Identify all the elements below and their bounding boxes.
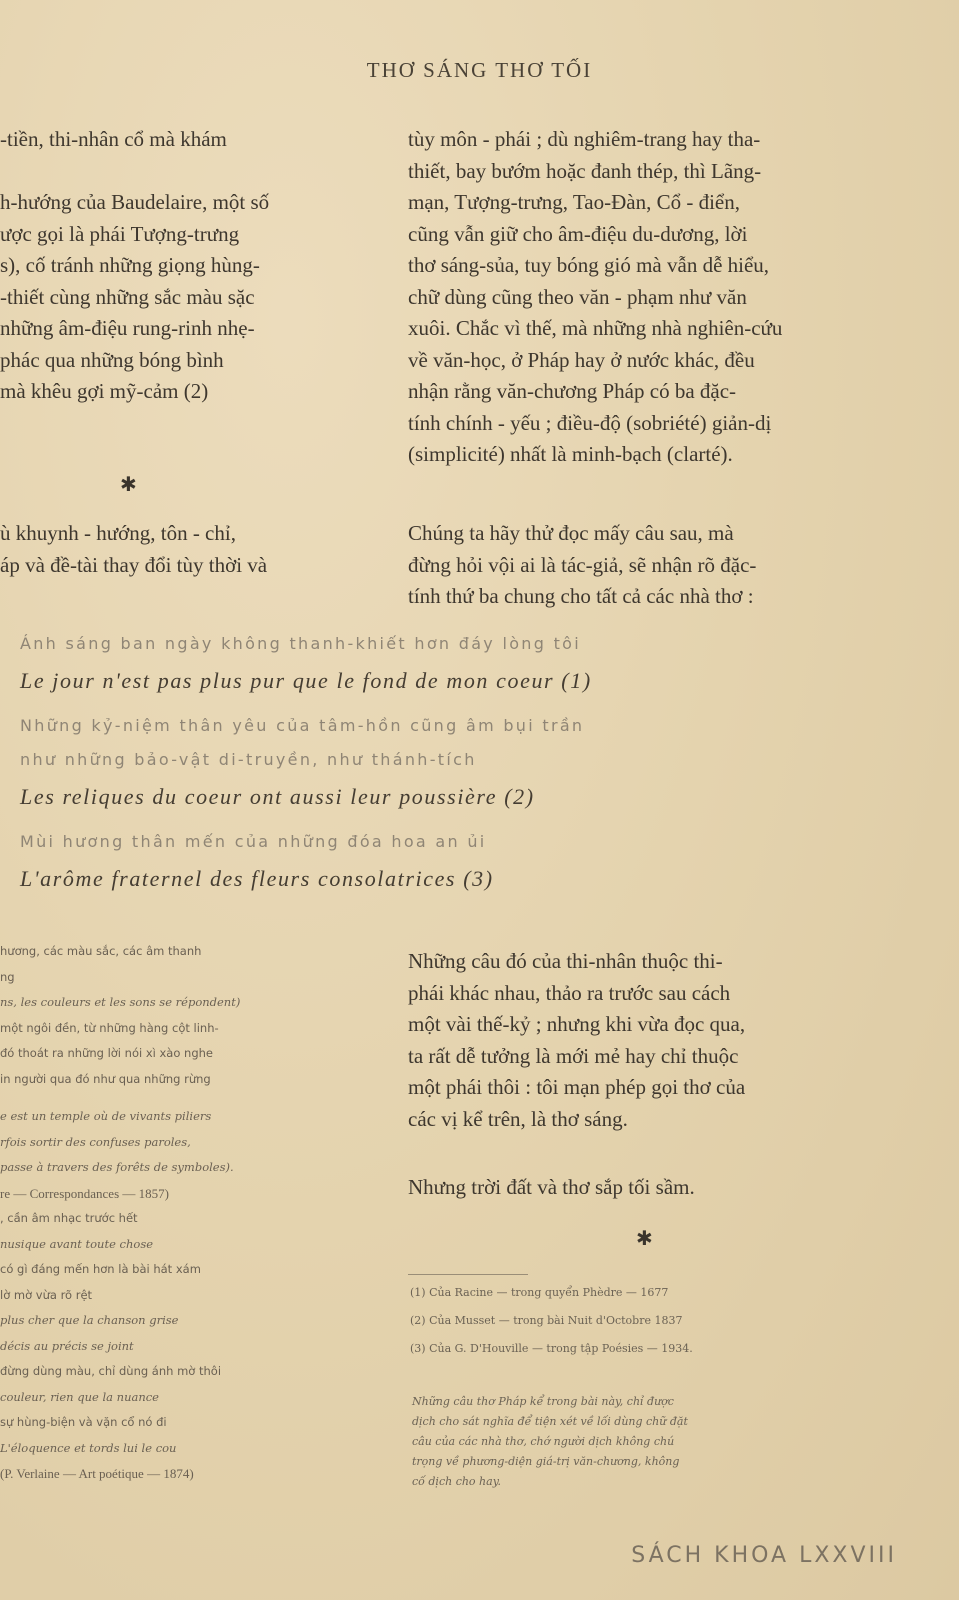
translation-note (412, 1392, 912, 1492)
footnote-line: ns, les couleurs et les sons se répondent) (0, 995, 241, 1009)
text-line: s), cố tránh những giọng hùng- (0, 253, 260, 277)
quote-vietnamese: Ánh sáng ban ngày không thanh-khiết hơn đáy lòng tôi (20, 634, 581, 653)
footnote-line: rfois sortir des confuses paroles, (0, 1134, 191, 1149)
footnote-line: in người qua đó như qua những rừng (0, 1071, 211, 1086)
text-line: Chúng ta hãy thử đọc mấy câu sau, mà (408, 521, 734, 545)
note-line: cố dịch cho hay. (412, 1475, 501, 1488)
left-column-mid (0, 518, 388, 581)
text-line: thơ sáng-sủa, tuy bóng gió mà vẫn dễ hiểu, (408, 253, 770, 277)
footnote-line: có gì đáng mến hơn là bài hát xám (0, 1262, 201, 1276)
note-line: câu của các nhà thơ, chớ người dịch không chú (412, 1435, 675, 1448)
footnote-line: hương, các màu sắc, các âm thanh (0, 944, 202, 958)
footnote-line: (2) Của Musset — trong bài Nuit d'Octobre 1837 (410, 1314, 683, 1327)
text-line: mạn, Tượng-trưng, Tao-Đàn, Cổ - điển, (408, 190, 740, 214)
footnote-line: e est un temple où de vivants piliers (0, 1109, 212, 1123)
footnote-line: đừng dùng màu, chỉ dùng ánh mờ thôi (0, 1364, 222, 1378)
text-line (0, 156, 388, 188)
spacer (0, 1097, 380, 1109)
text-line: tính thứ ba chung cho tất cả các nhà thơ : (408, 584, 754, 608)
note-line: dịch cho sát nghĩa để tiện xét về lối dùng chữ đặt (412, 1415, 688, 1428)
footnote-line: , cần âm nhạc trước hết (0, 1211, 138, 1225)
quote-vietnamese: Những kỷ-niệm thân yêu của tâm-hồn cũng âm bụi trần (20, 716, 585, 735)
quote-vietnamese: như những bảo-vật di-truyền, như thánh-tích (20, 750, 477, 769)
left-footnotes (0, 944, 380, 1492)
note-line: trọng về phương-diện giá-trị văn-chương, không (412, 1455, 680, 1468)
text-line: xuôi. Chắc vì thế, mà những nhà nghiên-cứu (408, 316, 783, 340)
text-line: Những câu đó của thi-nhân thuộc thi- (408, 949, 723, 973)
footnote-line: nusique avant toute chose (0, 1236, 154, 1251)
text-line: -thiết cùng những sắc màu sặc (0, 284, 255, 309)
note-line: Những câu thơ Pháp kể trong bài này, chỉ được (412, 1395, 674, 1408)
closing-text: Nhưng trời đất và thơ sắp tối sầm. (408, 1175, 695, 1199)
text-line: mà khêu gợi mỹ-cảm (2) (0, 379, 209, 403)
footnote-line: (1) Của Racine — trong quyển Phèdre — 1677 (410, 1286, 669, 1299)
closing-line (408, 1172, 948, 1204)
text-line: ù khuynh - hướng, tôn - chỉ, (0, 521, 236, 545)
footnote-line: sự hùng-biện và vặn cổ nó đi (0, 1415, 167, 1429)
page-footer: SÁCH KHOA LXXVIII (631, 1543, 897, 1568)
text-line: -tiền, thi-nhân cổ mà khám (0, 127, 227, 151)
footnote-line: L'éloquence et tords lui le cou (0, 1440, 177, 1455)
text-line: thiết, bay bướm hoặc đanh thép, thì Lãng- (408, 158, 762, 183)
quote-block (20, 634, 945, 914)
text-line: cũng vẫn giữ cho âm-điệu du-dương, lời (408, 221, 748, 246)
right-column-lower (408, 944, 948, 1133)
text-line: về văn-học, ở Pháp hay ở nước khác, đều (408, 347, 755, 372)
footnote-line: ng (0, 969, 15, 984)
text-line: đừng hỏi vội ai là tác-giả, sẽ nhận rõ đặc- (408, 552, 757, 577)
quote-vietnamese: Mùi hương thân mến của những đóa hoa an ủi (20, 832, 487, 851)
text-line: h-hướng của Baudelaire, một số (0, 190, 270, 214)
right-column-mid (408, 518, 948, 613)
text-line: áp và đề-tài thay đổi tùy thời và (0, 552, 268, 577)
right-column-top (408, 124, 948, 471)
text-line: những âm-điệu rung-rinh nhẹ- (0, 316, 255, 340)
text-line: tính chính - yếu ; điều-độ (sobriété) giản-dị (408, 410, 772, 435)
text-line: (simplicité) nhất là minh-bạch (clarté). (408, 442, 733, 466)
text-line: các vị kể trên, là thơ sáng. (408, 1106, 628, 1131)
footnote-line: một ngôi đền, từ những hàng cột linh- (0, 1020, 219, 1035)
footnote-line: décis au précis se joint (0, 1338, 134, 1353)
text-line: chữ dùng cũng theo văn - phạm như văn (408, 284, 747, 309)
right-footnotes (410, 1286, 950, 1370)
text-line: một vài thế-kỷ ; nhưng khi vừa đọc qua, (408, 1012, 746, 1036)
footnote-line: re — Correspondances — 1857) (0, 1185, 169, 1201)
star-ornament-left: ✱ (120, 472, 137, 496)
text-line: một phái thôi : tôi mạn phép gọi thơ của (408, 1075, 746, 1099)
footnote-line: (3) Của G. D'Houville — trong tập Poésies — 1934. (410, 1342, 693, 1355)
text-line: phác qua những bóng bình (0, 347, 224, 372)
footnote-line: couleur, rien que la nuance (0, 1389, 159, 1404)
text-line: ta rất dễ tưởng là mới mẻ hay chỉ thuộc (408, 1043, 739, 1068)
text-line: phái khác nhau, thảo ra trước sau cách (408, 980, 731, 1005)
footnote-line: đó thoát ra những lời nói xì xào nghe (0, 1046, 213, 1060)
footnote-line: plus cher que la chanson grise (0, 1313, 179, 1327)
left-column-top (0, 124, 388, 408)
quote-french: Les reliques du coeur ont aussi leur poussière (2) (20, 784, 535, 809)
footnote-line: (P. Verlaine — Art poétique — 1874) (0, 1466, 194, 1481)
text-line: ược gọi là phái Tượng-trưng (0, 221, 240, 246)
text-line: tùy môn - phái ; dù nghiêm-trang hay tha- (408, 127, 761, 151)
footnote-line: lờ mờ vừa rõ rệt (0, 1287, 93, 1302)
star-ornament-right: ✱ (636, 1226, 653, 1250)
footnote-line: passe à travers des forêts de symboles). (0, 1160, 234, 1174)
quote-french: Le jour n'est pas plus pur que le fond de mon coeur (1) (20, 668, 592, 693)
text-line: nhận rằng văn-chương Pháp có ba đặc- (408, 379, 737, 403)
quote-french: L'arôme fraternel des fleurs consolatrices (3) (20, 866, 494, 891)
page-header: THƠ SÁNG THƠ TỐI (366, 58, 593, 82)
footnote-rule (408, 1274, 528, 1275)
